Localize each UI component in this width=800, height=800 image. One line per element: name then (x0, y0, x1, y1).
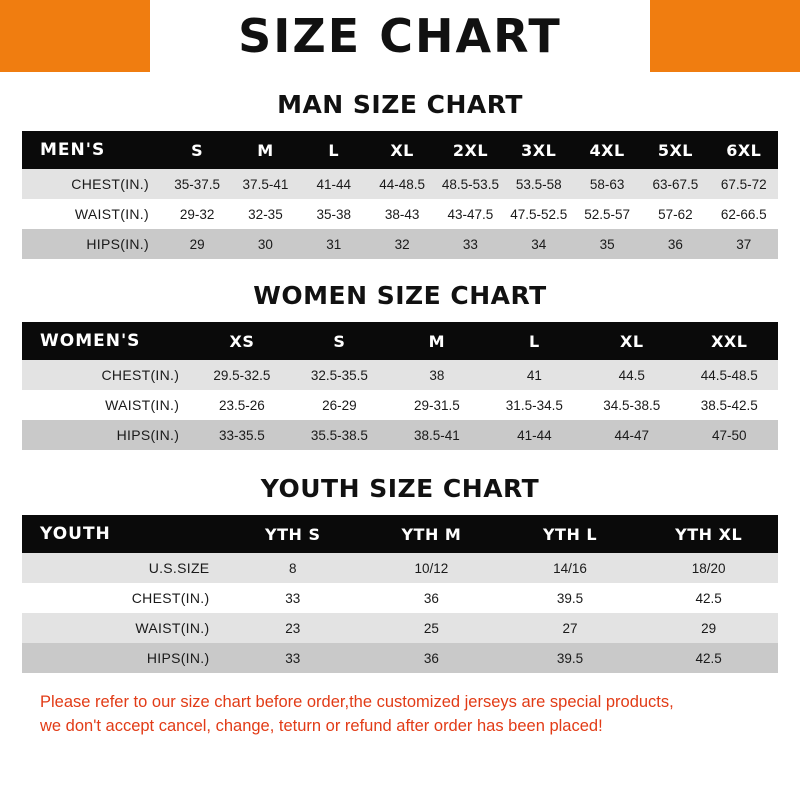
women-chest-m: 38 (429, 367, 445, 383)
chart-content (0, 72, 800, 800)
women-header-l: L (528, 331, 540, 351)
page-title: SIZE CHART (238, 9, 562, 63)
order-notice (22, 691, 778, 747)
youth-hips-l: 39.5 (556, 650, 584, 666)
women-waist-xxl: 38.5-42.5 (700, 397, 758, 413)
youth-hips-xl: 42.5 (695, 650, 722, 666)
men-waist-s: 29-32 (179, 206, 215, 222)
order-notice-line-2: we don't accept cancel, change, teturn or refund after order has been placed! (40, 716, 603, 735)
table-row (22, 553, 778, 583)
table-row (22, 229, 778, 259)
men-chest-l: 41-44 (316, 176, 352, 192)
youth-chest-s: 33 (285, 590, 301, 606)
men-hips-l: 31 (326, 236, 342, 252)
table-row (22, 360, 778, 390)
men-waist-4xl: 52.5-57 (584, 206, 630, 222)
men-hips-2xl: 33 (462, 236, 478, 252)
youth-chest-xl: 42.5 (695, 590, 722, 606)
men-header-3xl: 3XL (521, 140, 557, 160)
men-waist-2xl: 43-47.5 (447, 206, 494, 222)
youth-ussize-m: 10/12 (414, 560, 449, 576)
table-row (22, 613, 778, 643)
women-waist-xs: 23.5-26 (219, 397, 265, 413)
youth-section-title: YOUTH SIZE CHART (260, 474, 540, 503)
men-header-s: S (191, 140, 204, 160)
youth-hips-m: 36 (423, 650, 439, 666)
men-chest-3xl: 53.5-58 (515, 176, 562, 192)
women-chest-xxl: 44.5-48.5 (700, 367, 758, 383)
women-waist-xl: 34.5-38.5 (603, 397, 661, 413)
women-hips-l: 41-44 (517, 427, 552, 443)
women-waist-label: WAIST(IN.) (105, 397, 180, 413)
women-hips-s: 35.5-38.5 (310, 427, 368, 443)
youth-size-table (22, 515, 778, 673)
women-table-header-row (22, 322, 778, 360)
youth-waist-m: 25 (423, 620, 439, 636)
men-table-header-row (22, 131, 778, 169)
men-chest-4xl: 58-63 (589, 176, 625, 192)
youth-header-l: YTH L (542, 524, 598, 544)
men-waist-m: 32-35 (248, 206, 283, 222)
youth-table-header-row (22, 515, 778, 553)
table-row (22, 643, 778, 673)
men-waist-5xl: 57-62 (658, 206, 693, 222)
men-header-2xl: 2XL (452, 140, 489, 160)
youth-hips-label: HIPS(IN.) (146, 650, 210, 666)
men-header-5xl: 5XL (657, 140, 693, 160)
men-size-table (22, 131, 778, 259)
men-chest-m: 37.5-41 (242, 176, 289, 192)
men-header-l: L (328, 140, 340, 160)
men-hips-xl: 32 (394, 236, 410, 252)
women-chest-label: CHEST(IN.) (101, 367, 180, 383)
men-chest-5xl: 63-67.5 (652, 176, 699, 192)
men-header-xl: XL (390, 140, 414, 160)
men-header-label: MEN'S (40, 140, 106, 160)
women-header-xs: XS (229, 331, 255, 351)
youth-hips-s: 33 (285, 650, 301, 666)
youth-waist-xl: 29 (701, 620, 717, 636)
men-section-title: MAN SIZE CHART (277, 90, 523, 119)
youth-chest-m: 36 (423, 590, 439, 606)
women-waist-l: 31.5-34.5 (505, 397, 563, 413)
women-waist-m: 29-31.5 (413, 397, 460, 413)
youth-header-label: YOUTH (40, 524, 111, 544)
women-chest-l: 41 (526, 367, 542, 383)
men-waist-6xl: 62-66.5 (720, 206, 767, 222)
women-chest-xl: 44.5 (618, 367, 645, 383)
women-header-xl: XL (620, 331, 644, 351)
table-row (22, 169, 778, 199)
men-waist-xl: 38-43 (384, 206, 420, 222)
youth-ussize-l: 14/16 (553, 560, 587, 576)
table-row (22, 390, 778, 420)
table-row (22, 199, 778, 229)
men-chest-6xl: 67.5-72 (720, 176, 767, 192)
youth-header-m: YTH M (401, 524, 462, 544)
men-hips-5xl: 36 (667, 236, 683, 252)
men-waist-l: 35-38 (316, 206, 352, 222)
women-size-table (22, 322, 778, 450)
youth-header-s: YTH S (265, 524, 321, 544)
men-waist-3xl: 47.5-52.5 (510, 206, 568, 222)
men-hips-s: 29 (189, 236, 205, 252)
women-section-title: WOMEN SIZE CHART (253, 281, 547, 310)
women-hips-xl: 44-47 (614, 427, 650, 443)
men-chest-s: 35-37.5 (174, 176, 221, 192)
women-header-label: WOMEN'S (40, 331, 141, 351)
men-chest-2xl: 48.5-53.5 (441, 176, 499, 192)
men-chest-xl: 44-48.5 (379, 176, 425, 192)
order-notice-line-1: Please refer to our size chart before order,the customized jerseys are special products, (40, 693, 674, 711)
women-header-xxl: XXL (711, 331, 748, 351)
youth-waist-label: WAIST(IN.) (135, 620, 210, 636)
men-hips-3xl: 34 (531, 236, 547, 252)
women-chest-s: 32.5-35.5 (310, 367, 368, 383)
youth-chest-l: 39.5 (556, 590, 584, 606)
youth-ussize-label: U.S.SIZE (148, 560, 210, 576)
table-row (22, 420, 778, 450)
youth-chest-label: CHEST(IN.) (131, 590, 210, 606)
men-header-6xl: 6XL (726, 140, 762, 160)
men-waist-label: WAIST(IN.) (74, 206, 149, 222)
women-chest-xs: 29.5-32.5 (213, 367, 271, 383)
youth-ussize-s: 8 (289, 560, 297, 576)
women-hips-label: HIPS(IN.) (116, 427, 180, 443)
men-header-m: M (257, 140, 274, 160)
men-hips-4xl: 35 (599, 236, 615, 252)
men-hips-m: 30 (257, 236, 273, 252)
youth-waist-l: 27 (562, 620, 578, 636)
women-hips-xxl: 47-50 (712, 427, 747, 443)
youth-header-xl: YTH XL (675, 524, 743, 544)
men-header-4xl: 4XL (589, 140, 625, 160)
men-hips-6xl: 37 (736, 236, 752, 252)
women-hips-xs: 33-35.5 (219, 427, 265, 443)
table-row (22, 583, 778, 613)
women-hips-m: 38.5-41 (413, 427, 460, 443)
men-chest-label: CHEST(IN.) (71, 176, 149, 192)
women-header-s: S (333, 331, 346, 351)
women-waist-s: 26-29 (322, 397, 357, 413)
header-banner (0, 0, 800, 72)
youth-waist-s: 23 (285, 620, 301, 636)
youth-ussize-xl: 18/20 (691, 560, 726, 576)
men-hips-label: HIPS(IN.) (86, 236, 149, 252)
women-header-m: M (428, 331, 446, 351)
